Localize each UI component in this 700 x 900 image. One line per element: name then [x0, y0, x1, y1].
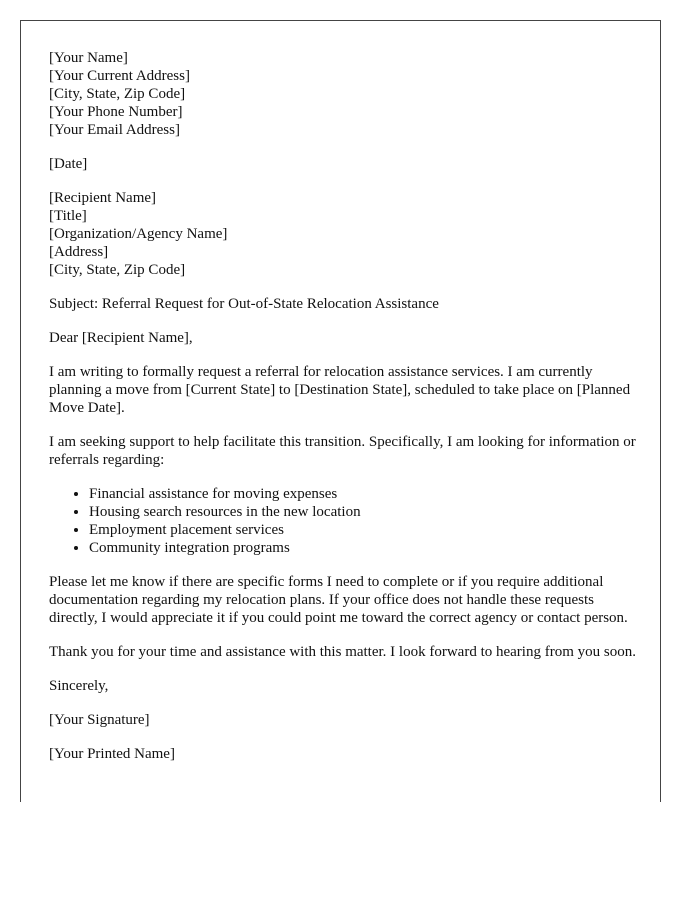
date-block — [49, 155, 639, 173]
recipient-organization: [Organization/Agency Name] — [49, 226, 228, 242]
sender-block — [49, 49, 639, 139]
salutation: Dear [Recipient Name], — [49, 330, 193, 346]
letter-page — [20, 20, 661, 802]
paragraph-support: I am seeking support to help facilitate this transition. Specifically, I am looking for information or referrals regarding: — [49, 434, 636, 468]
recipient-city-state-zip: [City, State, Zip Code] — [49, 262, 186, 278]
recipient-title: [Title] — [49, 208, 87, 224]
recipient-address: [Address] — [49, 244, 109, 260]
list-item: • Community integration programs — [89, 539, 639, 557]
signature: [Your Signature] — [49, 712, 150, 728]
list-item: • Employment placement services — [89, 521, 639, 539]
paragraph-thanks: Thank you for your time and assistance with this matter. I look forward to hearing from you soon. — [49, 644, 636, 660]
sender-address: [Your Current Address] — [49, 68, 190, 84]
recipient-name: [Recipient Name] — [49, 190, 157, 206]
list-item: • Financial assistance for moving expenses — [89, 485, 639, 503]
paragraph-forms: Please let me know if there are specific forms I need to complete or if you require additional documentation regarding my relocation plans. If your office does not handle these requests directly, I would appreciate it if you could point me toward the correct agency or contact person. — [49, 574, 628, 626]
letter-date: [Date] — [49, 156, 88, 172]
closing: Sincerely, — [49, 678, 109, 694]
printed-name: [Your Printed Name] — [49, 746, 175, 762]
paragraph-intro: I am writing to formally request a referral for relocation assistance services. I am currently planning a move from [Current State] to [Destination State], scheduled to take place on [Planned Move Date]. — [49, 364, 631, 416]
sender-email: [Your Email Address] — [49, 122, 180, 138]
subject-line: Subject: Referral Request for Out-of-State Relocation Assistance — [49, 296, 439, 312]
list-item: • Housing search resources in the new location — [89, 503, 639, 521]
assistance-list — [49, 485, 639, 557]
sender-phone: [Your Phone Number] — [49, 104, 183, 120]
recipient-block — [49, 189, 639, 279]
sender-city-state-zip: [City, State, Zip Code] — [49, 86, 186, 102]
sender-name: [Your Name] — [49, 50, 128, 66]
letter-body — [49, 49, 639, 779]
